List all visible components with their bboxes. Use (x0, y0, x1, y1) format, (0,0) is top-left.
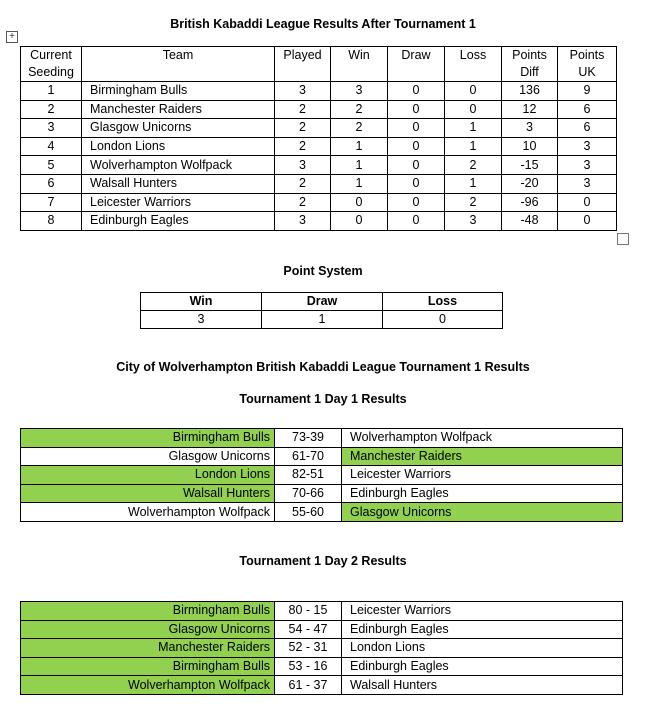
standings-cell-team: Edinburgh Eagles (82, 212, 275, 231)
standings-cell-win: 1 (331, 174, 388, 193)
standings-cell-diff: 136 (502, 82, 558, 101)
result-row (21, 429, 623, 448)
result-home-cell: Wolverhampton Wolfpack (21, 503, 275, 522)
standings-cell-team: Birmingham Bulls (82, 82, 275, 101)
standings-cell-uk: 0 (558, 212, 617, 231)
result-score-cell: 73-39 (275, 429, 342, 448)
point-system-header-row (141, 293, 503, 311)
table-row (21, 119, 617, 138)
table-row (21, 156, 617, 175)
result-row (21, 503, 623, 522)
standings-cell-win: 2 (331, 119, 388, 138)
standings-cell-seed: 5 (21, 156, 82, 175)
result-row (21, 466, 623, 485)
standings-cell-seed: 8 (21, 212, 82, 231)
result-home-cell: Walsall Hunters (21, 484, 275, 503)
result-score-cell: 82-51 (275, 466, 342, 485)
standings-cell-seed: 6 (21, 174, 82, 193)
result-home-cell: Glasgow Unicorns (21, 447, 275, 466)
standings-cell-draw: 0 (388, 174, 445, 193)
point-header-draw: Draw (262, 293, 383, 311)
standings-cell-win: 1 (331, 156, 388, 175)
standings-cell-loss: 1 (445, 119, 502, 138)
standings-cell-win: 2 (331, 100, 388, 119)
result-score-cell: 61-70 (275, 447, 342, 466)
result-home-cell: Birmingham Bulls (21, 657, 275, 676)
header-win: Win (331, 47, 388, 82)
table-row (21, 174, 617, 193)
header-draw: Draw (388, 47, 445, 82)
standings-header-row (21, 47, 617, 82)
standings-cell-diff: -48 (502, 212, 558, 231)
table-resize-handle-icon[interactable] (617, 233, 629, 245)
standings-cell-loss: 0 (445, 100, 502, 119)
standings-table (20, 46, 617, 231)
result-away-cell: Edinburgh Eagles (342, 657, 623, 676)
standings-cell-seed: 2 (21, 100, 82, 119)
result-home-cell: Birmingham Bulls (21, 602, 275, 621)
result-away-cell: Leicester Warriors (342, 466, 623, 485)
standings-cell-team: Glasgow Unicorns (82, 119, 275, 138)
point-value-win: 3 (141, 311, 262, 329)
point-system-table (140, 292, 503, 329)
standings-cell-played: 2 (275, 193, 331, 212)
tournament-title: City of Wolverhampton British Kabaddi League Tournament 1 Results (116, 360, 530, 374)
header-seeding: Current Seeding (21, 47, 82, 82)
result-row (21, 602, 623, 621)
point-value-loss: 0 (383, 311, 503, 329)
standings-cell-win: 0 (331, 212, 388, 231)
standings-cell-uk: 3 (558, 174, 617, 193)
standings-cell-played: 2 (275, 119, 331, 138)
standings-cell-win: 3 (331, 82, 388, 101)
standings-cell-loss: 1 (445, 174, 502, 193)
standings-cell-draw: 0 (388, 137, 445, 156)
day2-results-table (20, 601, 623, 695)
result-away-cell: Manchester Raiders (342, 447, 623, 466)
standings-cell-diff: -15 (502, 156, 558, 175)
header-points-uk: Points UK (558, 47, 617, 82)
result-home-cell: Manchester Raiders (21, 639, 275, 658)
standings-cell-team: Wolverhampton Wolfpack (82, 156, 275, 175)
standings-cell-played: 2 (275, 174, 331, 193)
result-score-cell: 70-66 (275, 484, 342, 503)
table-row (21, 82, 617, 101)
result-row (21, 657, 623, 676)
result-away-cell: Wolverhampton Wolfpack (342, 429, 623, 448)
standings-cell-played: 3 (275, 156, 331, 175)
result-score-cell: 54 - 47 (275, 620, 342, 639)
standings-cell-loss: 3 (445, 212, 502, 231)
standings-cell-win: 0 (331, 193, 388, 212)
result-row (21, 484, 623, 503)
standings-cell-loss: 2 (445, 156, 502, 175)
standings-cell-draw: 0 (388, 156, 445, 175)
table-row (21, 193, 617, 212)
standings-cell-diff: -96 (502, 193, 558, 212)
result-score-cell: 55-60 (275, 503, 342, 522)
standings-cell-diff: 12 (502, 100, 558, 119)
standings-cell-loss: 0 (445, 82, 502, 101)
standings-cell-draw: 0 (388, 212, 445, 231)
header-loss: Loss (445, 47, 502, 82)
table-row (21, 100, 617, 119)
standings-cell-uk: 9 (558, 82, 617, 101)
result-row (21, 447, 623, 466)
standings-cell-uk: 3 (558, 156, 617, 175)
standings-cell-seed: 4 (21, 137, 82, 156)
point-system-values-row (141, 311, 503, 329)
standings-cell-uk: 6 (558, 100, 617, 119)
result-row (21, 620, 623, 639)
table-move-handle-icon[interactable]: + (6, 31, 18, 43)
standings-cell-team: Manchester Raiders (82, 100, 275, 119)
result-home-cell: Birmingham Bulls (21, 429, 275, 448)
standings-cell-draw: 0 (388, 82, 445, 101)
result-away-cell: Edinburgh Eagles (342, 620, 623, 639)
result-score-cell: 52 - 31 (275, 639, 342, 658)
standings-cell-team: Leicester Warriors (82, 193, 275, 212)
result-home-cell: Glasgow Unicorns (21, 620, 275, 639)
standings-cell-played: 2 (275, 100, 331, 119)
standings-cell-loss: 2 (445, 193, 502, 212)
table-row (21, 212, 617, 231)
standings-cell-draw: 0 (388, 193, 445, 212)
standings-cell-uk: 3 (558, 137, 617, 156)
point-header-loss: Loss (383, 293, 503, 311)
result-away-cell: Edinburgh Eagles (342, 484, 623, 503)
standings-cell-uk: 6 (558, 119, 617, 138)
standings-cell-win: 1 (331, 137, 388, 156)
standings-cell-loss: 1 (445, 137, 502, 156)
standings-cell-draw: 0 (388, 119, 445, 138)
day2-title: Tournament 1 Day 2 Results (239, 554, 407, 568)
standings-cell-uk: 0 (558, 193, 617, 212)
standings-cell-played: 3 (275, 212, 331, 231)
standings-cell-diff: -20 (502, 174, 558, 193)
standings-cell-played: 3 (275, 82, 331, 101)
standings-cell-seed: 3 (21, 119, 82, 138)
standings-cell-diff: 10 (502, 137, 558, 156)
header-points-diff: Points Diff (502, 47, 558, 82)
standings-cell-team: Walsall Hunters (82, 174, 275, 193)
standings-cell-draw: 0 (388, 100, 445, 119)
day1-results-table (20, 428, 623, 522)
day1-title: Tournament 1 Day 1 Results (239, 392, 407, 406)
result-score-cell: 80 - 15 (275, 602, 342, 621)
result-away-cell: Glasgow Unicorns (342, 503, 623, 522)
result-score-cell: 53 - 16 (275, 657, 342, 676)
result-score-cell: 61 - 37 (275, 676, 342, 695)
result-away-cell: Walsall Hunters (342, 676, 623, 695)
table-row (21, 137, 617, 156)
result-away-cell: Leicester Warriors (342, 602, 623, 621)
header-played: Played (275, 47, 331, 82)
standings-cell-diff: 3 (502, 119, 558, 138)
standings-title: British Kabaddi League Results After Tournament 1 (170, 17, 476, 31)
result-row (21, 676, 623, 695)
header-team: Team (82, 47, 275, 82)
point-value-draw: 1 (262, 311, 383, 329)
result-away-cell: London Lions (342, 639, 623, 658)
result-home-cell: London Lions (21, 466, 275, 485)
result-home-cell: Wolverhampton Wolfpack (21, 676, 275, 695)
standings-cell-team: London Lions (82, 137, 275, 156)
point-system-title: Point System (283, 264, 363, 278)
standings-cell-played: 2 (275, 137, 331, 156)
standings-cell-seed: 7 (21, 193, 82, 212)
point-header-win: Win (141, 293, 262, 311)
result-row (21, 639, 623, 658)
standings-cell-seed: 1 (21, 82, 82, 101)
